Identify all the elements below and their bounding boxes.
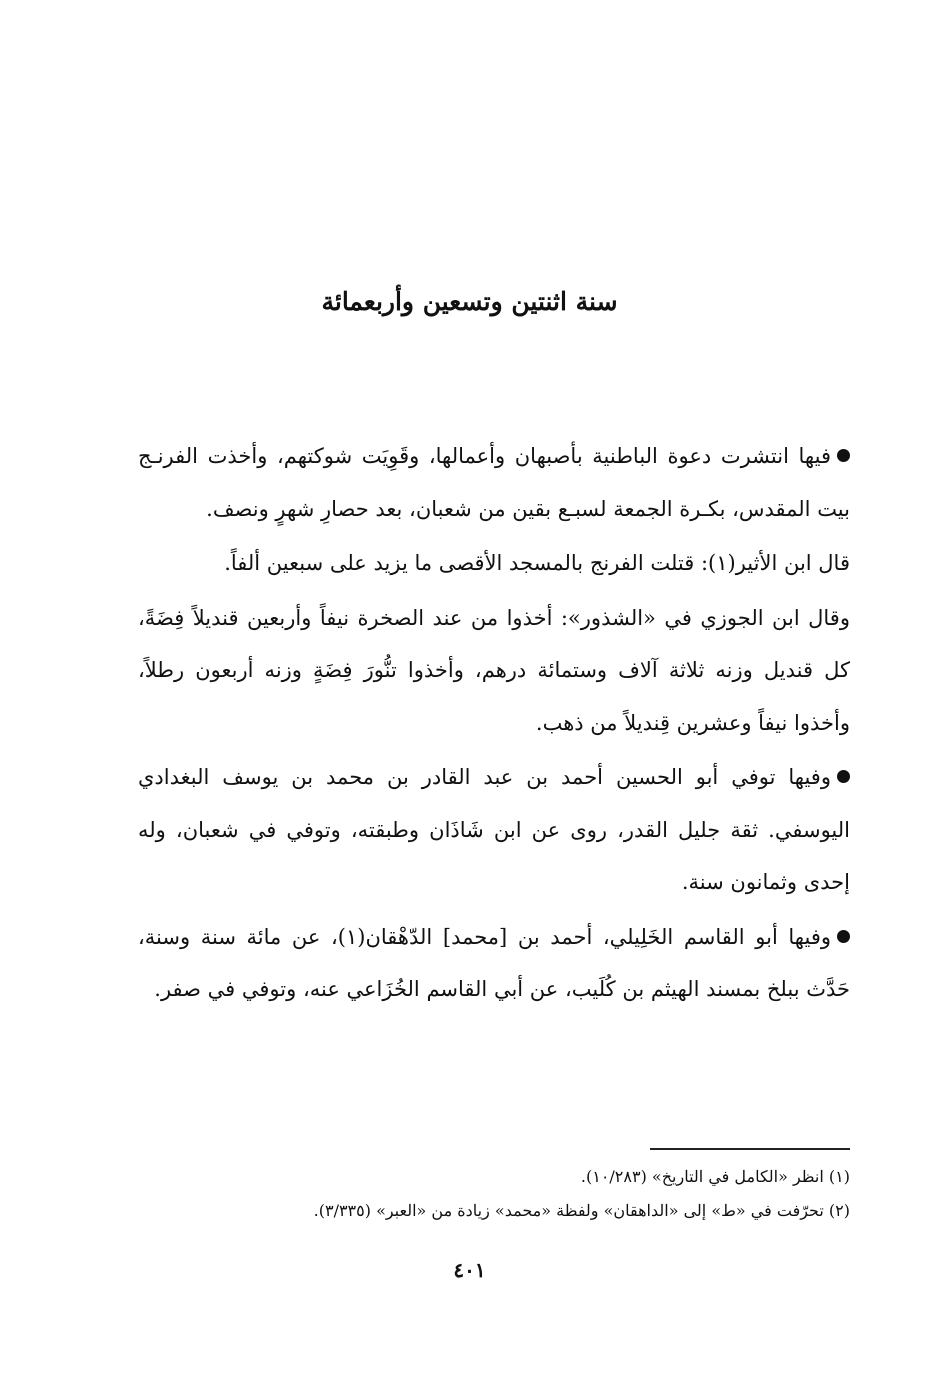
- paragraph-4-text: وفيها توفي أبو الحسين أحمد بن عبد القادر بن محمد بن يوسف البغدادي اليوسفي. ثقة جليل القدر، روى عن ابن شَاذَان وطبقته، وتوفي في شعبان، وله إحدى وثمانون سنة.: [138, 765, 850, 894]
- footnotes: [160, 1160, 850, 1228]
- paragraph-1: [138, 430, 850, 535]
- page-number: ٤٠١: [453, 1258, 486, 1282]
- bullet-icon: [837, 449, 850, 462]
- paragraph-2-text: قال ابن الأثير(١): قتلت الفرنج بالمسجد الأقصى ما يزيد على سبعين ألفاً.: [224, 551, 850, 575]
- paragraph-5-text: وفيها أبو القاسم الخَلِيلي، أحمد بن [محمد] الدّهْقان(١)، عن مائة سنة وسنة، حَدَّث ببلخ بمسند الهيثم بن كُلَيب، عن أبي القاسم الخُزَاعي عنه، وتوفي في صفر.: [138, 924, 850, 1001]
- body-text: [138, 430, 850, 1018]
- footnote-1: (١) انظر «الكامل في التاريخ» (١٠/٢٨٣).: [580, 1167, 850, 1186]
- paragraph-3: [138, 592, 850, 750]
- paragraph-1-text: فيها انتشرت دعوة الباطنية بأصبهان وأعمالها، وقَوِيَت شوكتهم، وأخذت الفرنـج بيت المقدس، بكـرة الجمعة لسبـع بقين من شعبان، بعد حصارِ شهرٍ ونصف.: [138, 444, 850, 521]
- bullet-icon: [837, 930, 850, 943]
- bullet-icon: [837, 770, 850, 783]
- paragraph-5: [138, 911, 850, 1016]
- footnote-divider: [650, 1148, 850, 1150]
- page-title: سنة اثنتين وتسعين وأربعمائة: [321, 287, 618, 316]
- paragraph-2: [138, 537, 850, 590]
- paragraph-3-text: وقال ابن الجوزي في «الشذور»: أخذوا من عند الصخرة نيفاً وأربعين قنديلاً فِضَةً، كل قنديل وزنه ثلاثة آلاف وستمائة درهم، وأخذوا تنُّورَ فِضَةٍ وزنه أربعون رطلاً، وأخذوا نيفاً وعشرين قِنديلاً من ذهب.: [138, 605, 850, 735]
- paragraph-4: [138, 751, 850, 909]
- footnote-2: (٢) تحرّفت في «ط» إلى «الداهقان» ولفظة «محمد» زيادة من «العبر» (٣/٣٣٥).: [313, 1201, 850, 1220]
